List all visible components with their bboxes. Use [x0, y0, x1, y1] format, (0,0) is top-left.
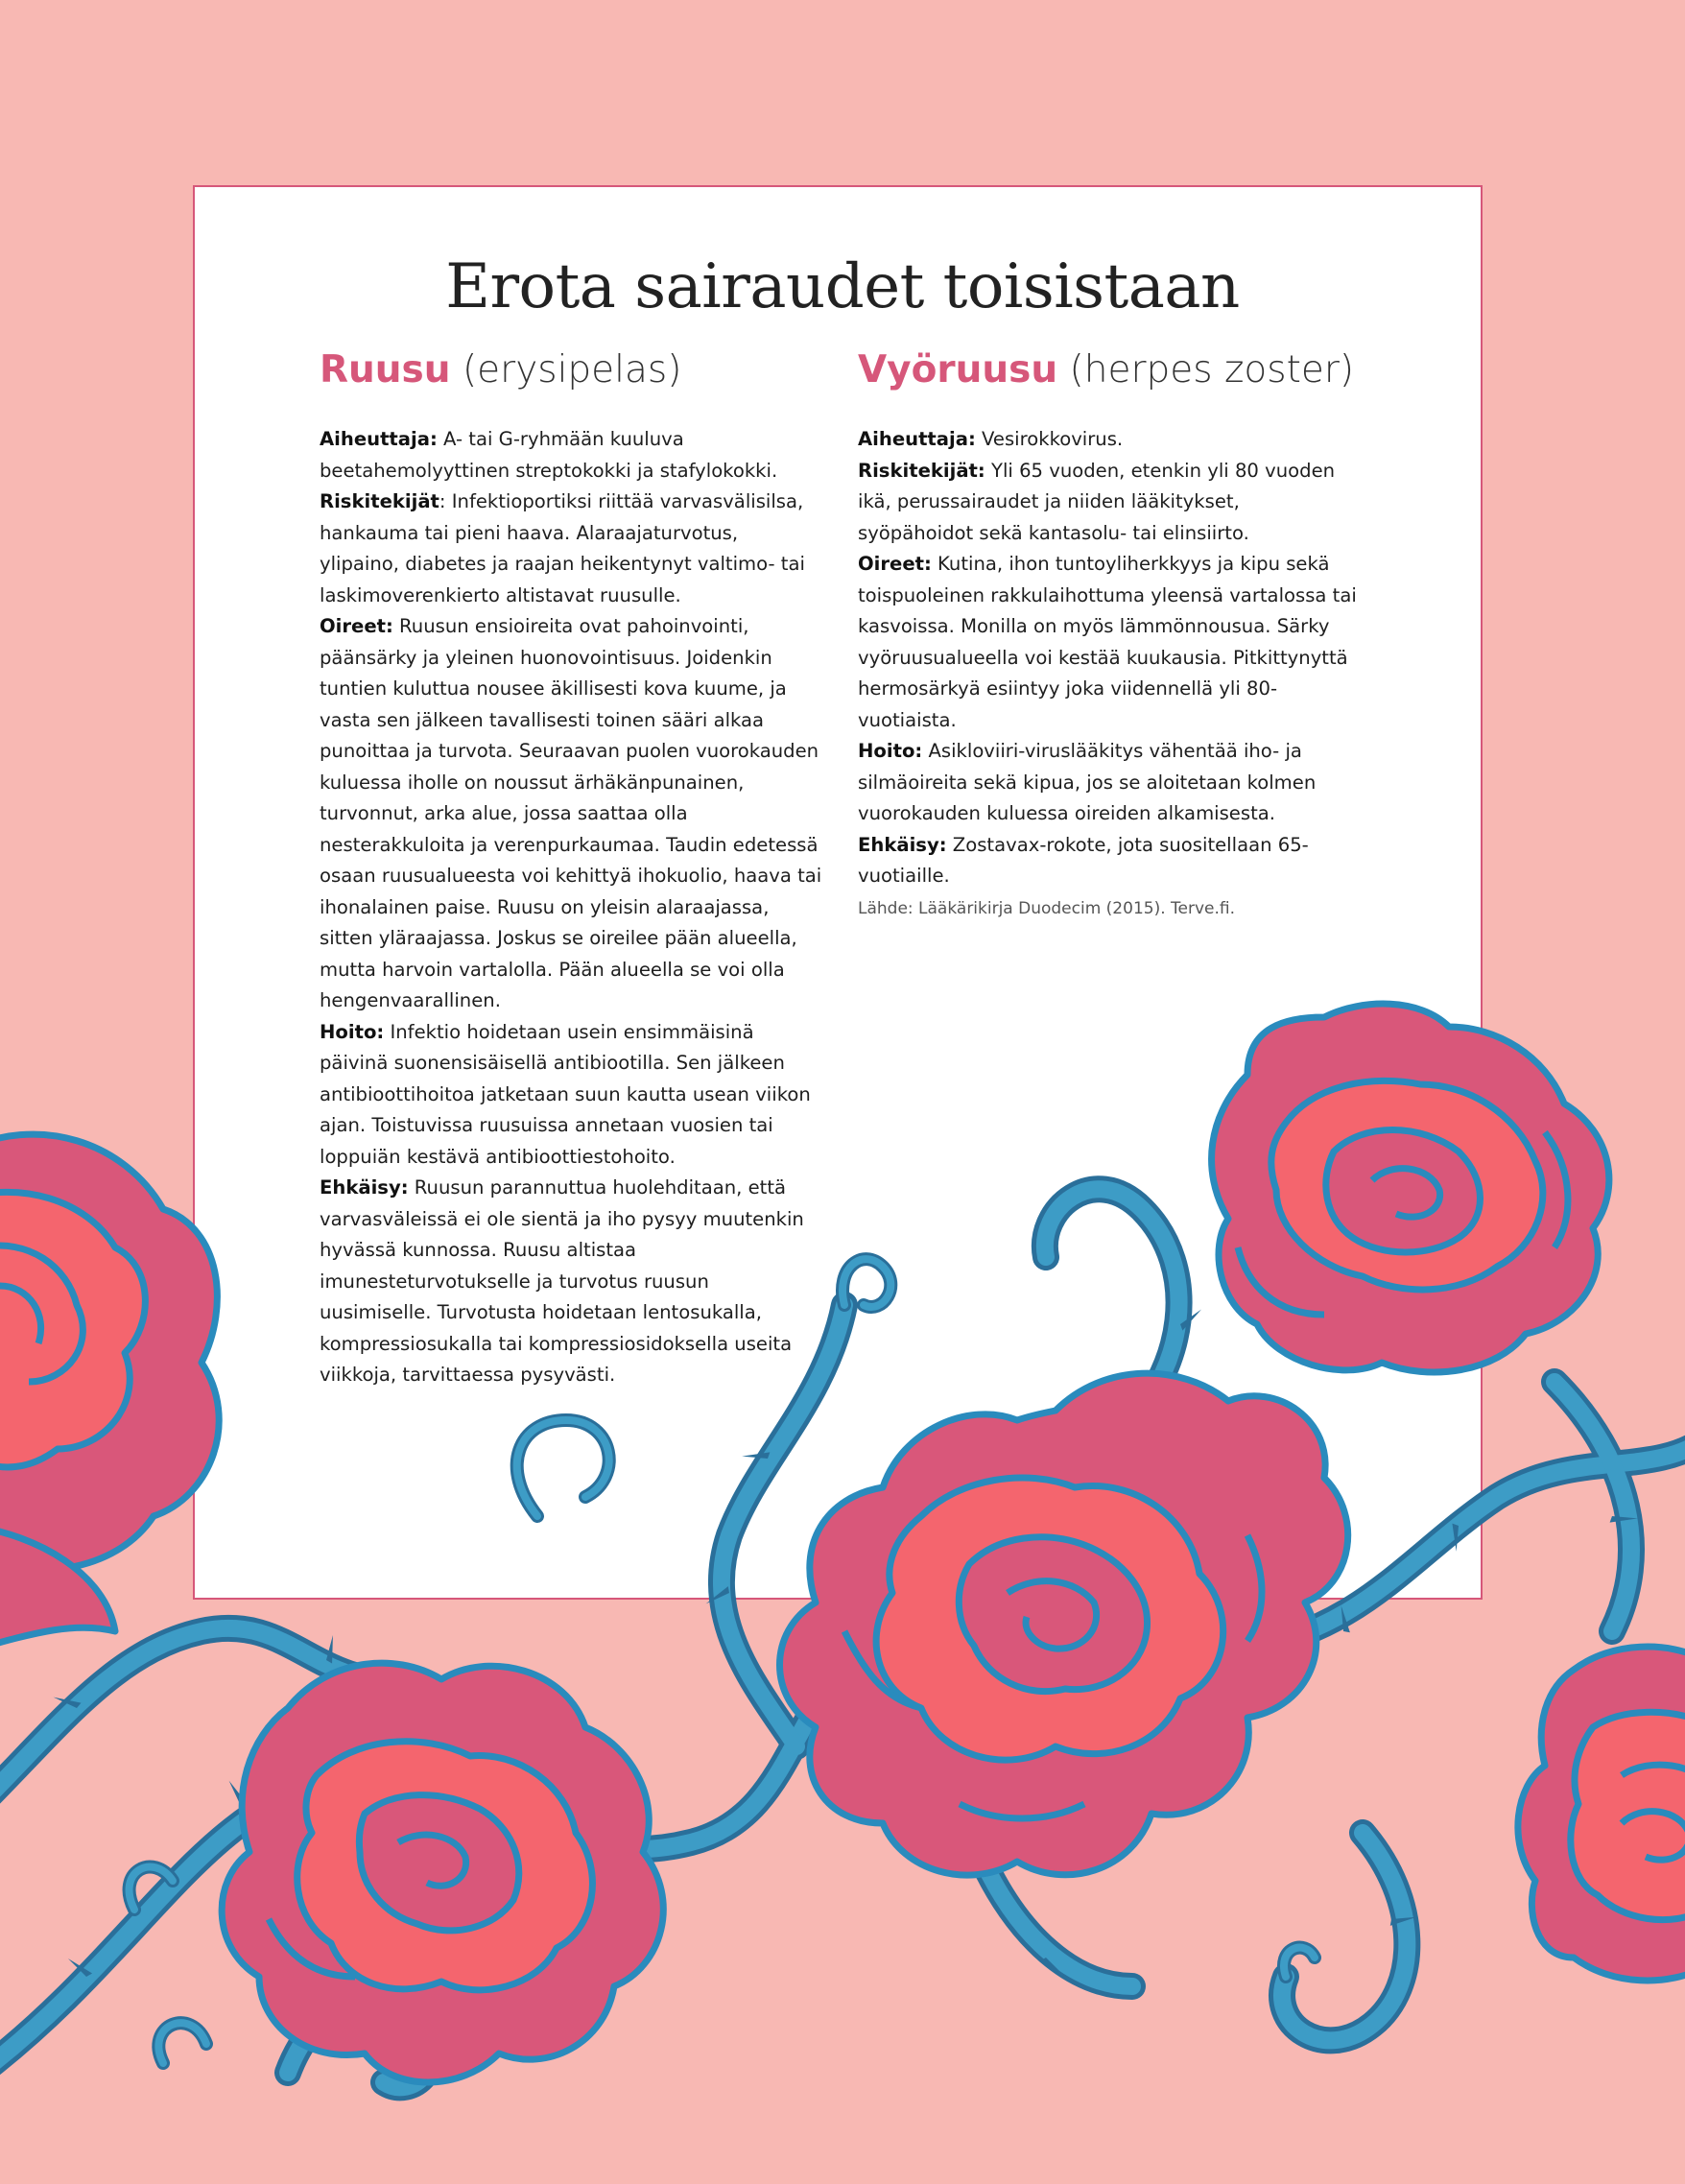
rose-left: [0, 1134, 219, 1650]
section-label: Oireet:: [320, 615, 393, 637]
column-vyoruusu: [858, 342, 1357, 923]
column-ruusu: [320, 342, 822, 1391]
section-text: Ruusun ensioireita ovat pahoinvointi, päänsärky ja yleinen huonovointisuus. Joidenkin tuntien kuluttua nousee äkillisesti kova kuume, ja vasta sen jälkeen tavallisesti toinen sääri alkaa punoittaa ja turvota. Seuraavan puolen vuorokauden kuluessa iholle on noussut ärhäkänpunainen, turvonnut, arka alue, jossa saattaa olla nesterakkuloita ja verenpurkaumaa. Taudin edetessä osaan ruusualueesta voi kehittyä ihokuolio, haava tai ihonalainen paise. Ruusu on yleisin alaraajassa, sitten yläraajassa. Joskus se oireilee pään alueella, mutta harvoin vartalolla. Pään alueella se voi olla hengenvaarallinen.: [320, 615, 822, 1011]
section-label: Oireet:: [858, 553, 932, 575]
section-text: Zostavax-rokote, jota suositellaan 65-vuotiaille.: [858, 833, 1309, 887]
source-note: Lähde: Lääkärikirja Duodecim (2015). Terve.fi.: [858, 898, 1235, 918]
ruusu-cause: [320, 424, 822, 487]
heading-ruusu-latin: (erysipelas): [450, 348, 682, 392]
section-text: Infektio hoidetaan usein ensimmäisinä päivinä suonensisäisellä antibiootilla. Sen jälkeen antibioottihoitoa jatketaan suun kautta usean viikon ajan. Toistuvissa ruusuissa annetaan vuosien tai loppuiän kestävä antibioottiestohoito.: [320, 1020, 811, 1168]
section-text: Kutina, ihon tuntoyliherkkyys ja kipu sekä toispuoleinen rakkulaihottuma yleensä vartalossa tai kasvoissa. Monilla on myös lämmönnousua. Särky vyöruusualueella voi kestää kuukausia. Pitkittynyttä hermosärkyä esiintyy joka viidennellä yli 80-vuotiaista.: [858, 553, 1357, 731]
section-text: Ruusun parannuttua huolehditaan, että varvasväleissä ei ole sientä ja iho pysyy muutenkin hyvässä kunnossa. Ruusu altistaa imunesteturvotukselle ja turvotus ruusun uusimiselle. Turvotusta hoidetaan lentosukalla, kompressiosukalla tai kompressiosidoksella useita viikkoja, tarvittaessa pysyvästi.: [320, 1176, 804, 1386]
section-text: A- tai G-ryhmään kuuluva beetahemolyyttinen streptokokki ja stafylokokki.: [320, 428, 778, 482]
ruusu-risks: [320, 487, 822, 611]
section-text: Vesirokkovirus.: [975, 428, 1124, 450]
ruusu-symptoms: [320, 611, 822, 1017]
heading-vyoruusu-latin: (herpes zoster): [1057, 348, 1355, 392]
section-label: Riskitekijät:: [858, 459, 985, 482]
section-label: Hoito:: [320, 1020, 385, 1043]
heading-vyoruusu: [858, 342, 1357, 399]
heading-ruusu: [320, 342, 822, 399]
page-title: Erota sairaudet toisistaan: [445, 251, 1240, 322]
section-label: Aiheuttaja:: [858, 428, 976, 450]
vyoruusu-cause: [858, 424, 1357, 456]
ruusu-treatment: [320, 1017, 822, 1174]
section-label: Ehkäisy:: [858, 833, 947, 856]
section-label: Aiheuttaja:: [320, 428, 438, 450]
vyoruusu-risks: [858, 456, 1357, 550]
rose-far-right: [1518, 1647, 1685, 1981]
ruusu-prevention: [320, 1173, 822, 1391]
heading-vyoruusu-name: Vyöruusu: [858, 348, 1058, 392]
section-label: Hoito:: [858, 740, 923, 762]
section-label: Riskitekijät: [320, 490, 439, 512]
heading-ruusu-name: Ruusu: [320, 348, 451, 392]
section-text: Asikloviiri-viruslääkitys vähentää iho- ja silmäoireita sekä kipua, jos se aloitetaan kolmen vuorokauden kuluessa oireiden alkamisesta.: [858, 740, 1317, 824]
section-label: Ehkäisy:: [320, 1176, 409, 1199]
rose-bottom-left: [222, 1663, 663, 2082]
vyoruusu-treatment: [858, 736, 1357, 830]
vyoruusu-symptoms: [858, 549, 1357, 736]
vyoruusu-prevention: [858, 830, 1357, 892]
section-text: Yli 65 vuoden, etenkin yli 80 vuoden ikä, perussairaudet ja niiden lääkitykset, syöpähoidot sekä kantasolu- tai elinsiirto.: [858, 459, 1336, 544]
section-text: : Infektioportiksi riittää varvasvälisilsa, hankauma tai pieni haava. Alaraajaturvotus, ylipaino, diabetes ja raajan heikentynyt valtimo- tai laskimoverenkierto altistavat ruusulle.: [320, 490, 805, 606]
